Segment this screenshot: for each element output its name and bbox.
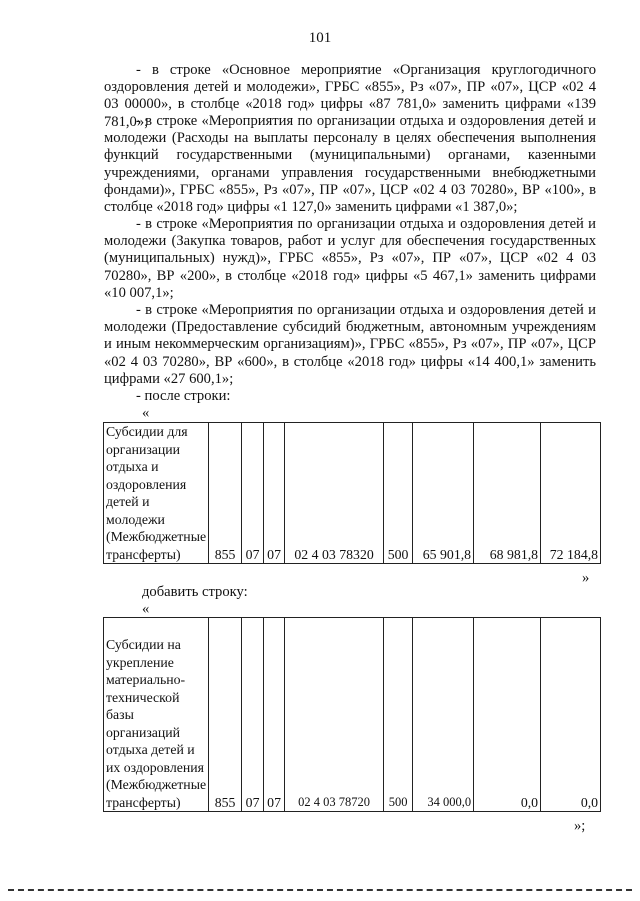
page-number: 101 bbox=[308, 30, 332, 46]
year-2018-cell: 34 000,0 bbox=[413, 618, 474, 812]
new-row-table bbox=[103, 617, 601, 812]
paragraph-personnel-expenses: - в строке «Мероприятия по организации отдыха и оздоровления детей и молодежи (Расходы на выплаты персоналу в целях обеспечения выполнения функций государственными (муниципальными) органами, казенными учреждениями, органами управления государственными внебюджетными фондами)», ГРБС «855», Рз «07», ПР «07», ЦСР «02 4 03 70280», ВР «100», в столбце «2018 год» цифры «1 127,0» заменить цифрами «1 387,0»; bbox=[104, 113, 596, 216]
open-quote: « bbox=[142, 405, 150, 421]
table-row bbox=[104, 618, 601, 812]
year-2020-cell: 0,0 bbox=[541, 618, 601, 812]
table-row bbox=[104, 423, 601, 564]
close-quote: » bbox=[582, 570, 590, 586]
rz-cell: 07 bbox=[242, 423, 264, 564]
rz-cell: 07 bbox=[242, 618, 264, 812]
after-row-label: - после строки: bbox=[136, 388, 231, 404]
csr-cell: 02 4 03 78720 bbox=[285, 618, 384, 812]
vr-cell: 500 bbox=[384, 423, 413, 564]
csr-cell: 02 4 03 78320 bbox=[285, 423, 384, 564]
bottom-divider bbox=[8, 889, 632, 891]
year-2019-cell: 0,0 bbox=[474, 618, 541, 812]
paragraph-main-event: - в строке «Основное мероприятие «Организация круглогодичного оздоровления детей и молодежи», ГРБС «855», Рз «07», ПР «07», ЦСР «02 4 03 00000», в столбце «2018 год» цифры «87 781,0» заменить цифрами «139 781,0»; bbox=[104, 62, 596, 130]
close-quote: »; bbox=[574, 818, 586, 834]
existing-row-table bbox=[103, 422, 601, 564]
year-2019-cell: 68 981,8 bbox=[474, 423, 541, 564]
row-name: Субсидии на укрепление материально-технической базы организаций отдыха детей и их оздоровления (Межбюджетные трансферты) bbox=[104, 618, 209, 812]
open-quote: « bbox=[142, 601, 150, 617]
row-name: Субсидии для организации отдыха и оздоровления детей и молодежи (Межбюджетные трансферты) bbox=[104, 423, 209, 564]
vr-cell: 500 bbox=[384, 618, 413, 812]
grbs-cell: 855 bbox=[209, 423, 242, 564]
paragraph-subsidies: - в строке «Мероприятия по организации отдыха и оздоровления детей и молодежи (Предоставление субсидий бюджетным, автономным учреждениям и иным некоммерческим организациям)», ГРБС «855», Рз «07», ПР «07», ЦСР «02 4 03 70280», ВР «600», в столбце «2018 год» цифры «14 400,1» заменить цифрами «27 600,1»; bbox=[104, 302, 596, 387]
year-2018-cell: 65 901,8 bbox=[413, 423, 474, 564]
grbs-cell: 855 bbox=[209, 618, 242, 812]
pr-cell: 07 bbox=[264, 618, 285, 812]
pr-cell: 07 bbox=[264, 423, 285, 564]
year-2020-cell: 72 184,8 bbox=[541, 423, 601, 564]
add-row-label: добавить строку: bbox=[142, 584, 248, 600]
paragraph-procurement: - в строке «Мероприятия по организации отдыха и оздоровления детей и молодежи (Закупка товаров, работ и услуг для обеспечения государственных (муниципальных) нужд)», ГРБС «855», Рз «07», ПР «07», ЦСР «02 4 03 70280», ВР «200», в столбце «2018 год» цифры «5 467,1» заменить цифрами «10 007,1»; bbox=[104, 216, 596, 301]
